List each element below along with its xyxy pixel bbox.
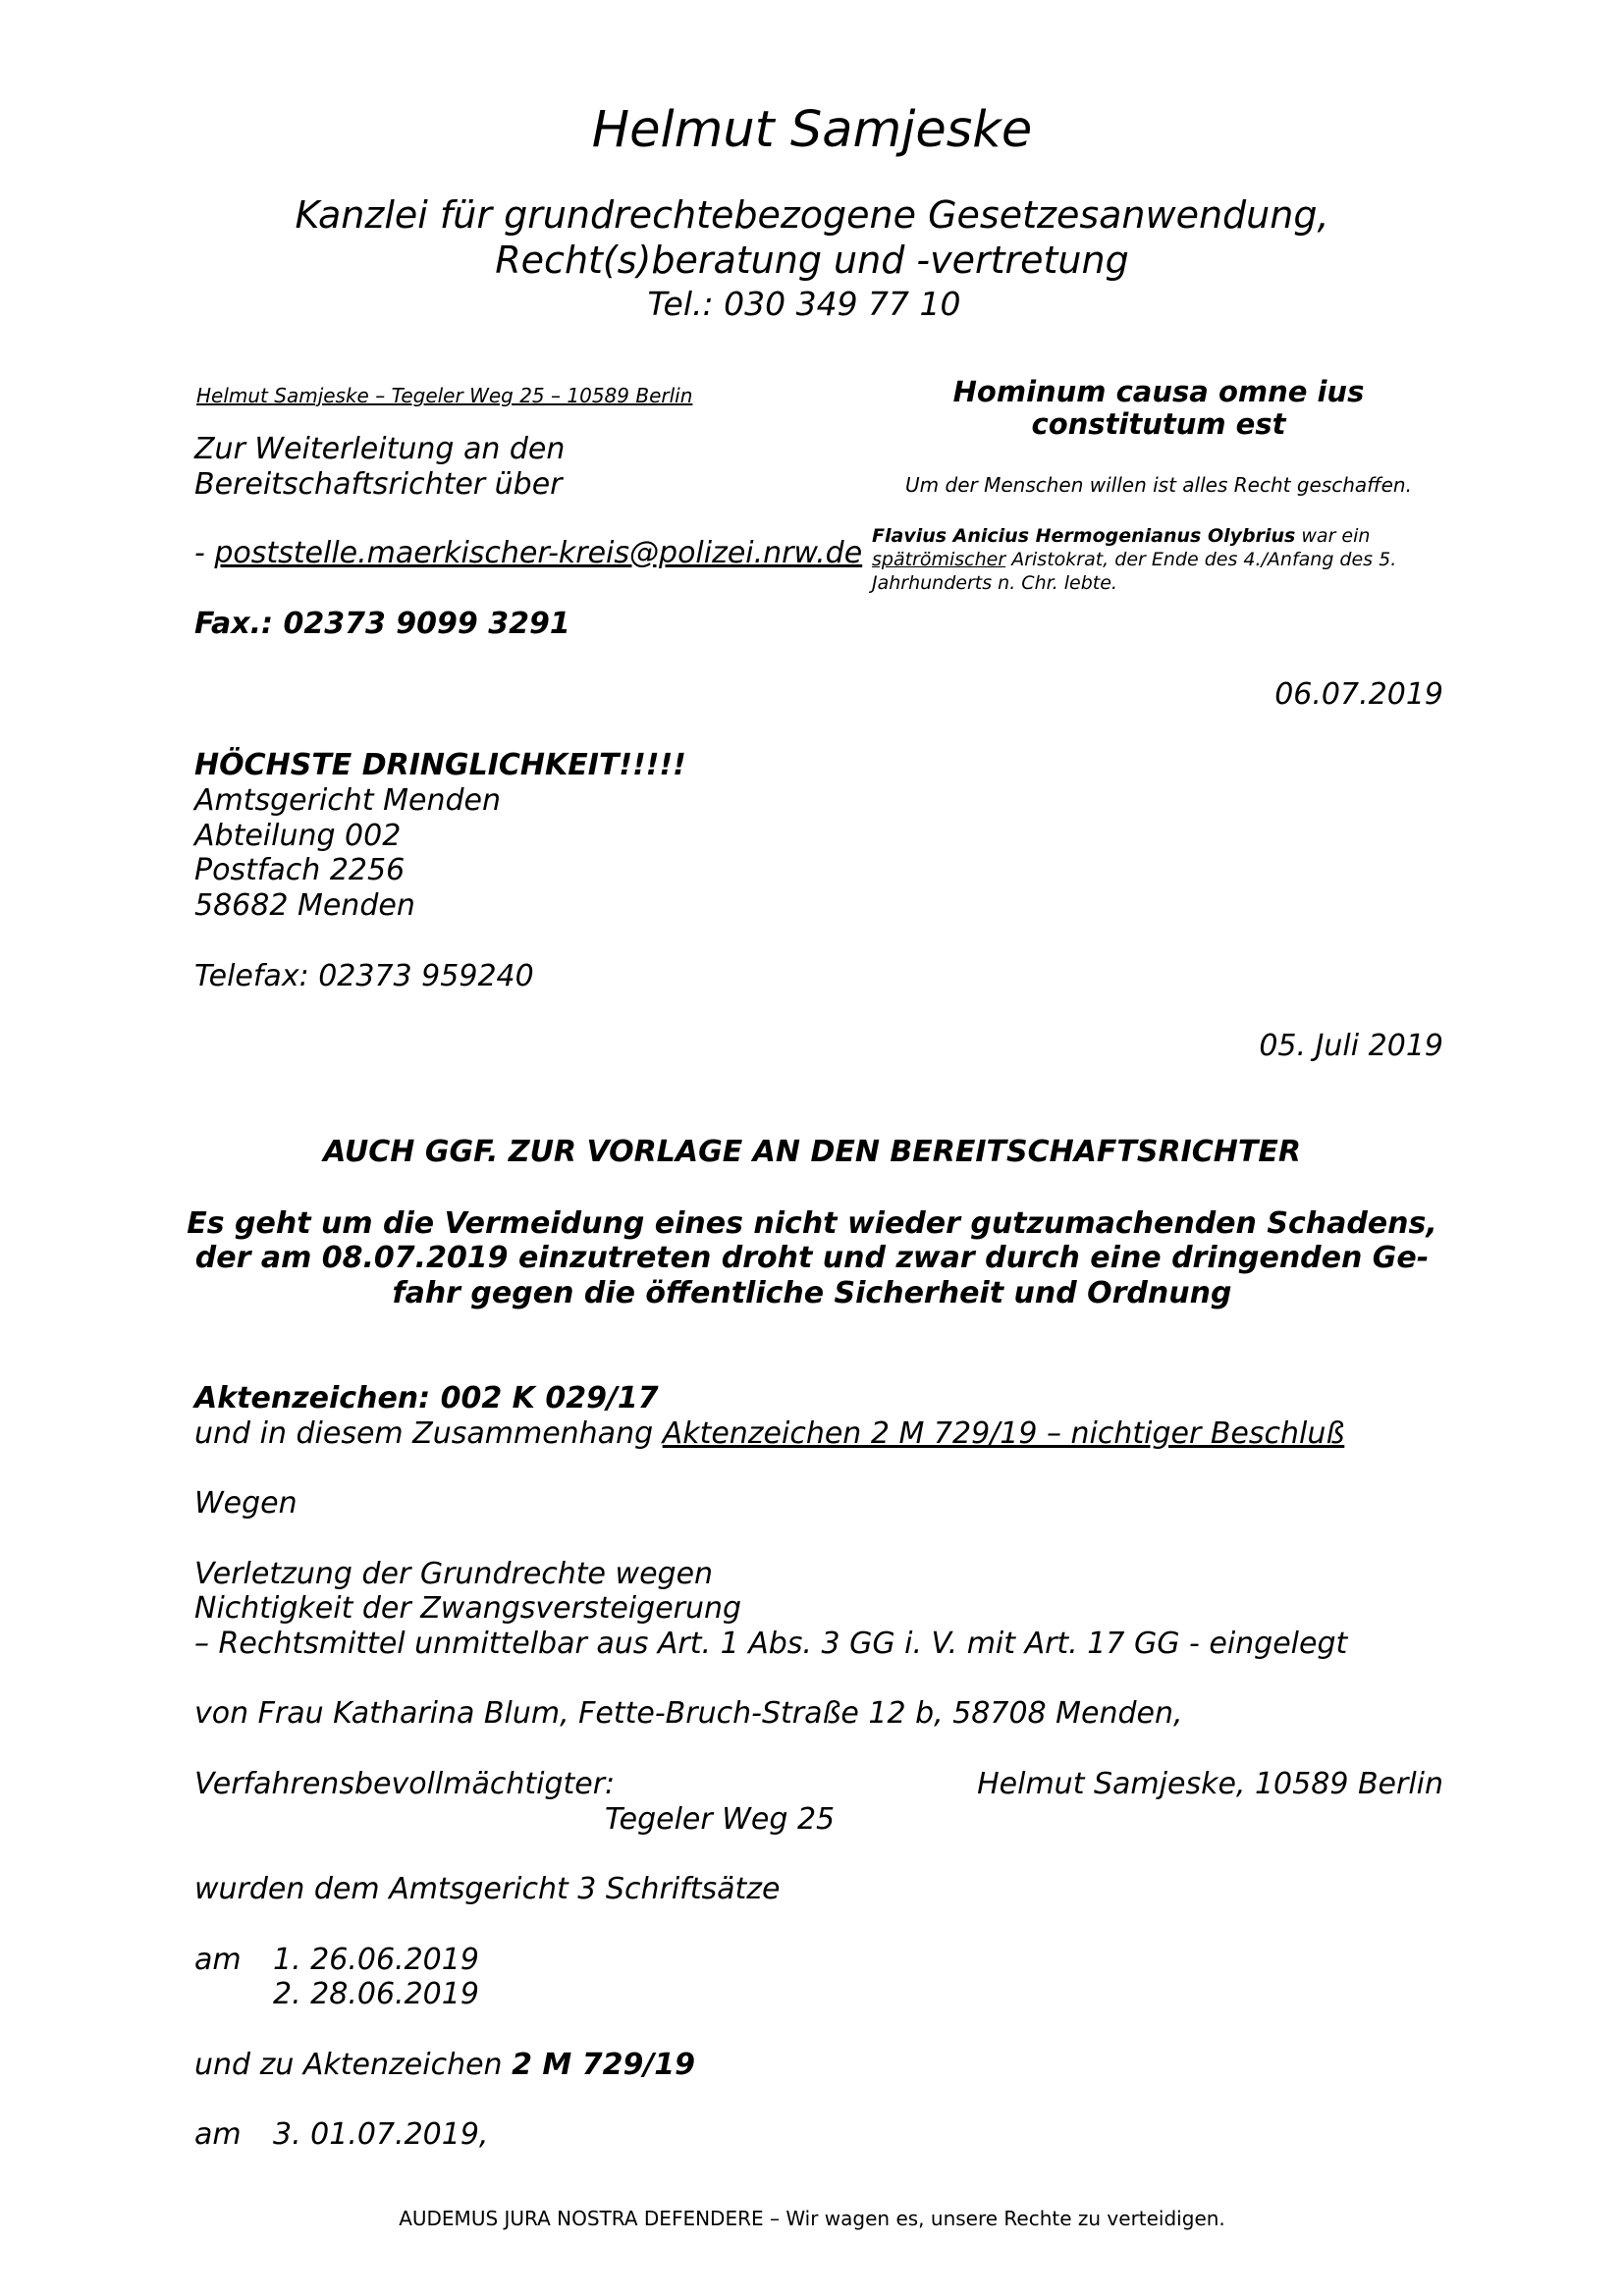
firm-description-line2: Recht(s)beratung und -vertretung [495,239,1129,282]
phone-number: Tel.: 030 349 77 10 [647,285,961,323]
subject-line3: fahr gegen die öffentliche Sicherheit und Ordnung [392,1276,1232,1310]
recipient-po-box: Postfach 2256 [194,853,406,887]
representative-label: Verfahrensbevollmächtigter: [194,1767,616,1801]
latin-motto-line2: constitutum est [1031,407,1286,441]
urgency-label: HÖCHSTE DRINGLICHKEIT!!!!! [194,748,686,782]
violation-line1: Verletzung der Grundrechte wegen [194,1557,714,1591]
attribution-text1: war ein [1295,525,1371,547]
attribution-link[interactable]: spätrömischer [872,549,1006,570]
filing-am-label: am [194,1943,242,1977]
date-letter: 05. Juli 2019 [1259,1029,1443,1063]
case-context-link[interactable]: Aktenzeichen 2 M 729/19 – nichtiger Beschluß [662,1416,1345,1451]
attribution-person: Flavius Anicius Hermogenianus Olybrius [872,525,1296,547]
filing-item-3: 3. 01.07.2019, [273,2117,489,2152]
subject-line1: Es geht um die Vermeidung eines nicht wieder gutzumachenden Schadens, [187,1206,1437,1241]
representative-street: Tegeler Weg 25 [605,1802,836,1837]
attribution-text2: Aristokrat, der Ende des 4./Anfang des 5. Jahrhunderts n. Chr. lebte. [872,549,1397,594]
sender-return-line: Helmut Samjeske – Tegeler Weg 25 – 10589 Berlin [196,384,693,407]
violation-line3: – Rechtsmittel unmittelbar aus Art. 1 Abs. 3 GG i. V. mit Art. 17 GG - eingelegt [194,1627,1348,1661]
party-line: von Frau Katharina Blum, Fette-Bruch-Straße 12 b, 58708 Menden, [194,1696,1183,1731]
firm-description-line1: Kanzlei für grundrechtebezogene Gesetzesanwendung, [295,193,1329,237]
recipient-city: 58682 Menden [194,888,415,923]
date-top: 06.07.2019 [1274,677,1443,712]
forward-line2: Bereitschaftsrichter über [194,467,563,502]
case-context-row [194,1416,1344,1451]
recipient-telefax: Telefax: 02373 959240 [194,959,534,993]
case-context-prefix: und in diesem Zusammenhang [194,1416,663,1451]
and-reference-prefix: und zu Aktenzeichen [194,2048,513,2082]
and-reference-id: 2 M 729/19 [512,2048,696,2082]
motto-attribution [866,524,1461,595]
latin-motto-line1: Hominum causa omne ius [952,375,1365,408]
email-prefix: - [194,536,215,570]
subject-headline: AUCH GGF. ZUR VORLAGE AN DEN BEREITSCHAFTSRICHTER [323,1135,1301,1169]
fax-number: Fax.: 02373 9099 3291 [194,607,570,641]
violation-line2: Nichtigkeit der Zwangsversteigerung [194,1591,742,1626]
and-reference-row [194,2048,695,2082]
filings-intro: wurden dem Amtsgericht 3 Schriftsätze [194,1872,781,1906]
footer-motto: AUDEMUS JURA NOSTRA DEFENDERE – Wir wagen es, unsere Rechte zu verteidigen. [399,2207,1225,2230]
recipient-department: Abteilung 002 [194,819,402,853]
filing-item-2: 2. 28.06.2019 [273,1977,479,2011]
forward-line1: Zur Weiterleitung an den [194,432,566,466]
representative-name: Helmut Samjeske, 10589 Berlin [977,1767,1443,1801]
subject-line2: der am 08.07.2019 einzutreten droht und zwar durch eine dringenden Ge- [194,1241,1430,1275]
filing-item-1: 1. 26.06.2019 [273,1943,479,1977]
motto-translation: Um der Menschen willen ist alles Recht geschaffen. [905,473,1412,497]
wegen-label: Wegen [194,1486,298,1521]
case-reference: Aktenzeichen: 002 K 029/17 [194,1381,659,1415]
filing-am-label-2: am [194,2117,242,2152]
author-name: Helmut Samjeske [591,101,1033,159]
recipient-court: Amtsgericht Menden [194,783,501,818]
forward-email-row [194,536,862,570]
email-link[interactable]: poststelle.maerkischer-kreis@polizei.nrw.de [214,536,863,570]
